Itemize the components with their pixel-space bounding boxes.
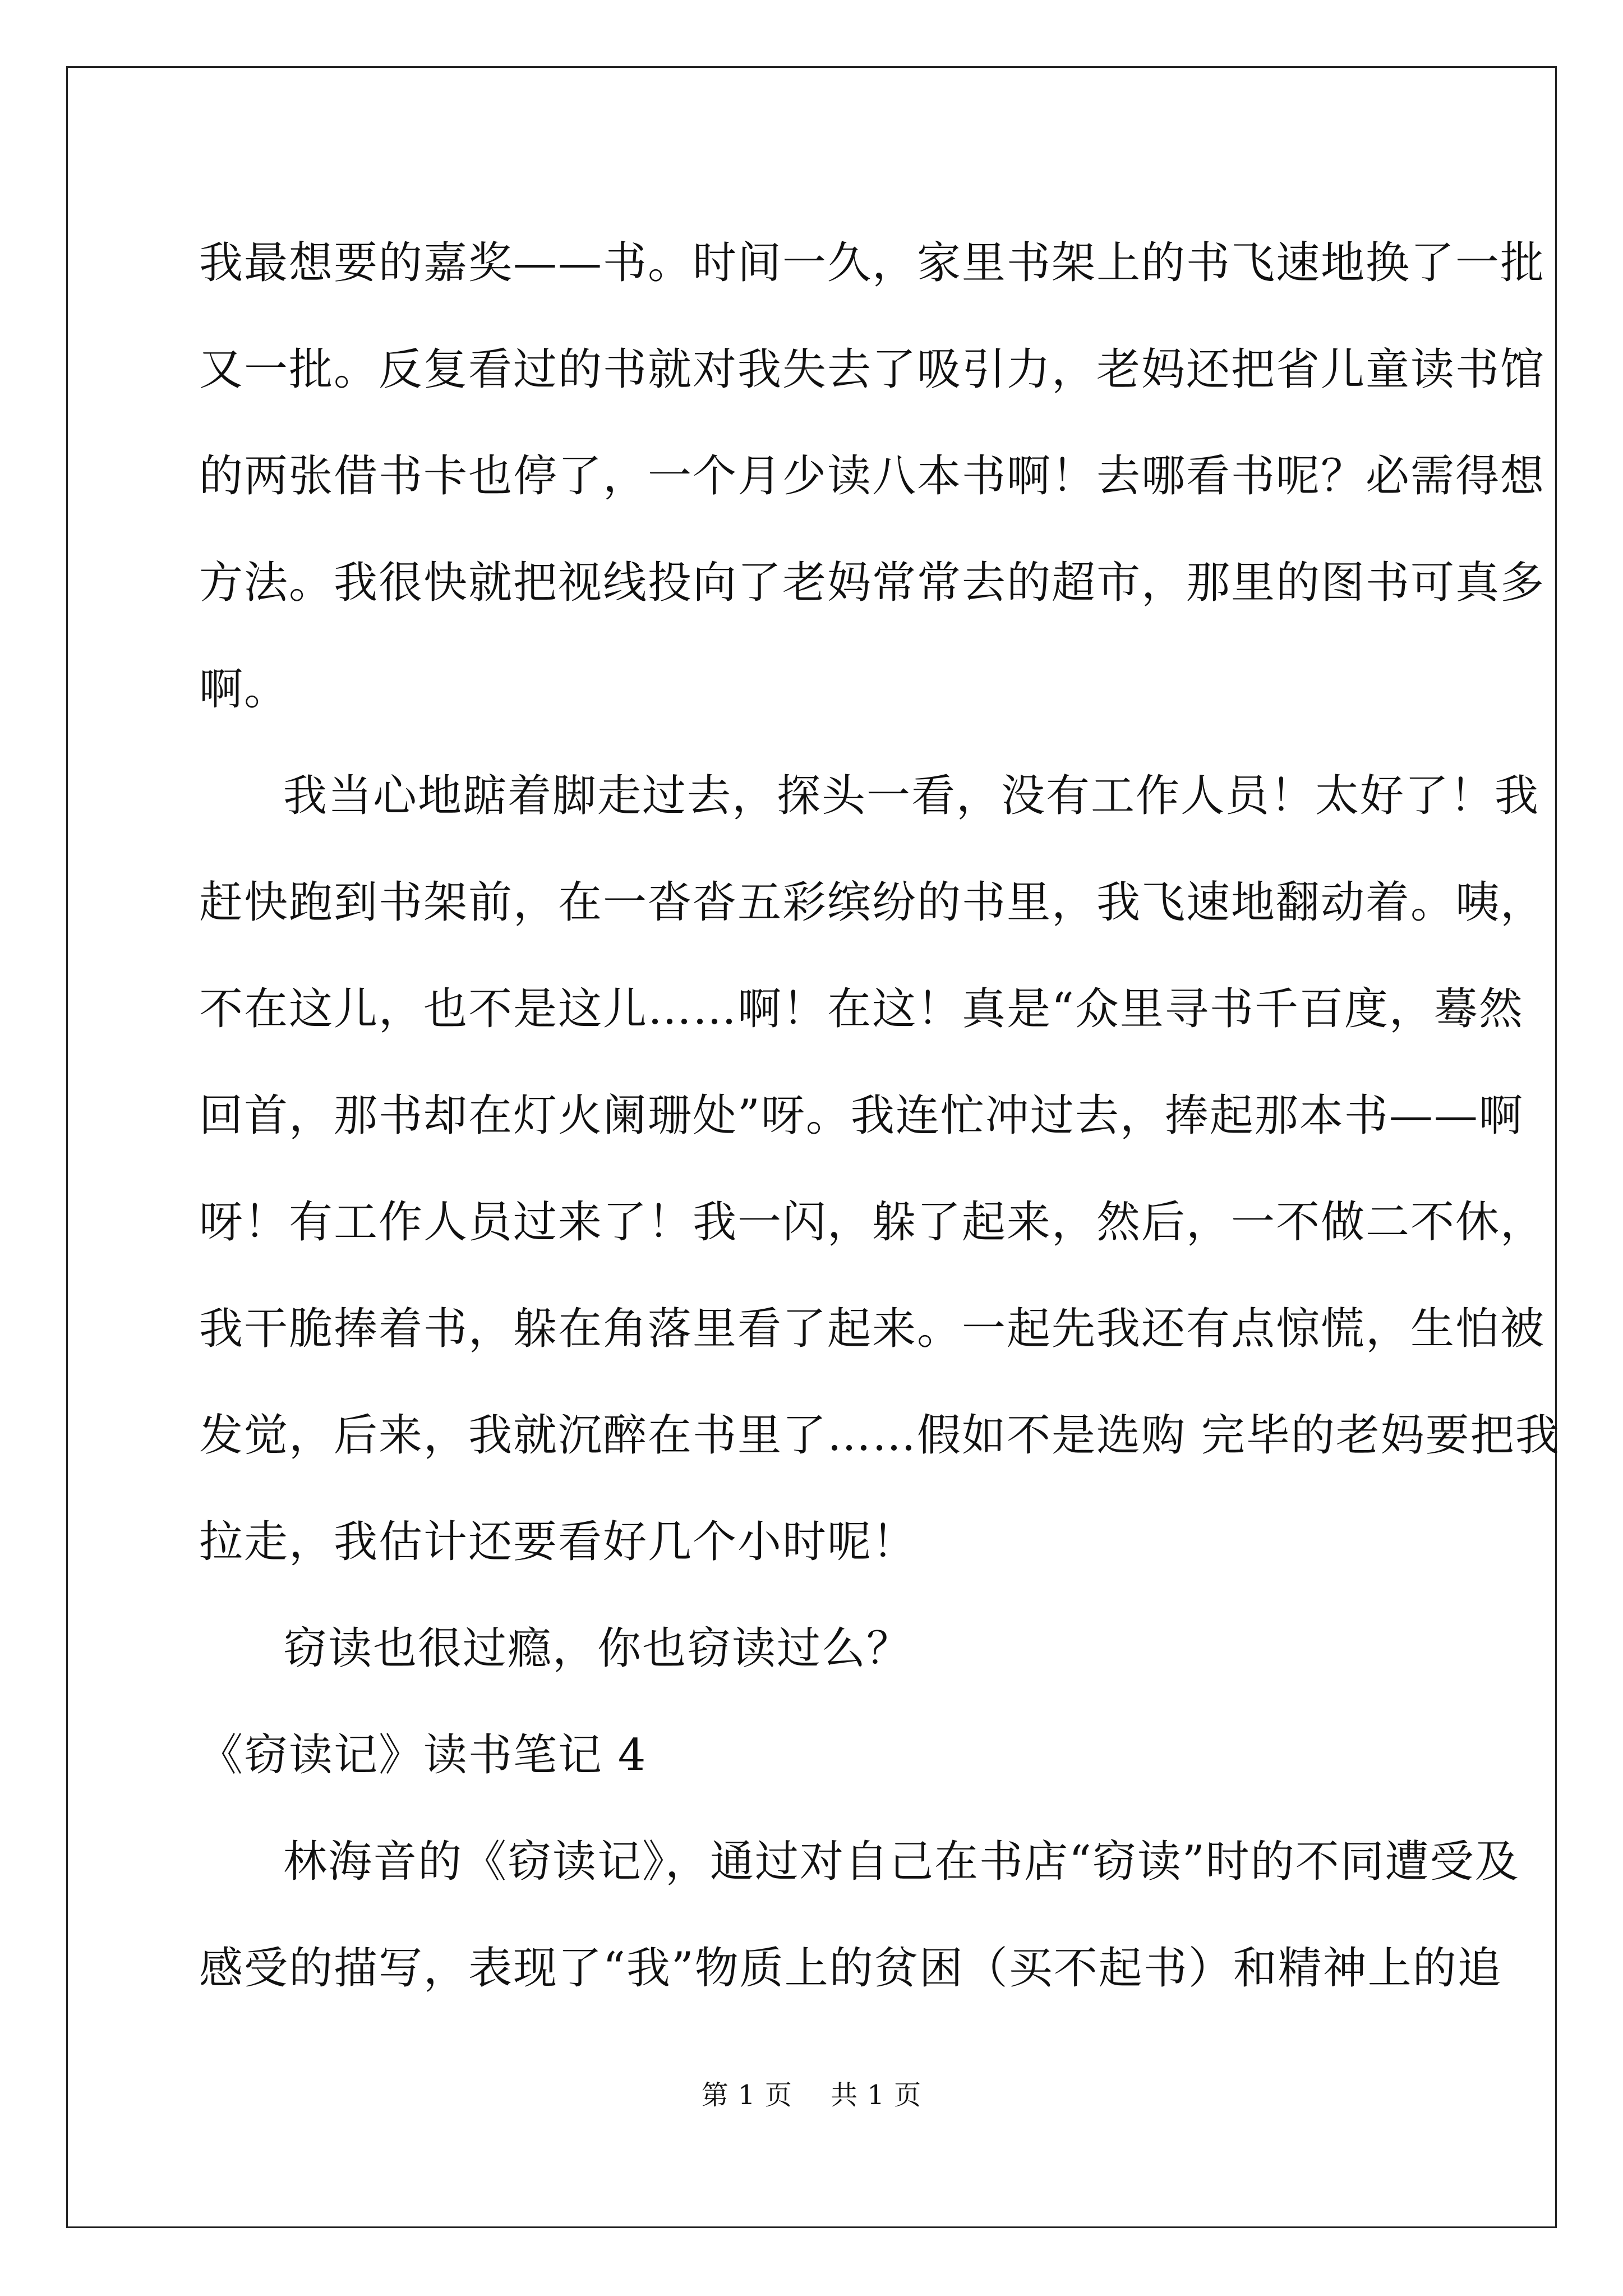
page-number: 第 1 页 (701, 2079, 792, 2111)
paragraph-start-line: 我当心地踮着脚走过去，探头一看，没有工作人员！太好了！我 (283, 771, 1540, 821)
paragraph-start-line: 林海音的《窃读记》，通过对自己在书店“窃读”时的不同遭受及 (283, 1837, 1520, 1887)
section-heading: 《窃读记》读书笔记 4 (199, 1730, 647, 1780)
text-line: 拉走，我估计还要看好几个小时呢！ (199, 1517, 917, 1567)
text-line: 感受的描写，表现了“我”物质上的贫困（买不起书）和精神上的追 (199, 1943, 1502, 1994)
document-body (199, 210, 1560, 2022)
text-line: 我干脆捧着书，躲在角落里看了起来。一起先我还有点惊慌，生怕被 (199, 1304, 1546, 1354)
text-line: 回首，那书却在灯火阑珊处”呀。我连忙冲过去，捧起那本书——啊 (199, 1091, 1524, 1141)
page-footer (0, 2078, 1623, 2112)
text-line: 发觉，后来，我就沉醉在书里了……假如不是选购 完毕的老妈要把我 (199, 1410, 1560, 1461)
text-line: 方法。我很快就把视线投向了老妈常常去的超市，那里的图书可真多 (199, 558, 1546, 608)
text-line: 又一批。反复看过的书就对我失去了吸引力，老妈还把省儿童读书馆 (199, 344, 1546, 395)
text-line: 啊。 (199, 664, 289, 715)
page-total: 共 1 页 (831, 2079, 922, 2111)
text-line: 我最想要的嘉奖——书。时间一久，家里书架上的书飞速地换了一批 (199, 238, 1546, 288)
text-line: 呀！有工作人员过来了！我一闪，躲了起来，然后，一不做二不休， (199, 1197, 1546, 1248)
paragraph-start-line: 窃读也很过瘾，你也窃读过么？ (283, 1623, 912, 1674)
text-line: 不在这儿，也不是这儿……啊！在这！真是“众里寻书千百度，蓦然 (199, 984, 1524, 1034)
text-line: 赶快跑到书架前，在一沓沓五彩缤纷的书里，我飞速地翻动着。咦， (199, 877, 1546, 928)
text-line: 的两张借书卡也停了，一个月少读八本书啊！去哪看书呢？必需得想 (199, 451, 1546, 501)
